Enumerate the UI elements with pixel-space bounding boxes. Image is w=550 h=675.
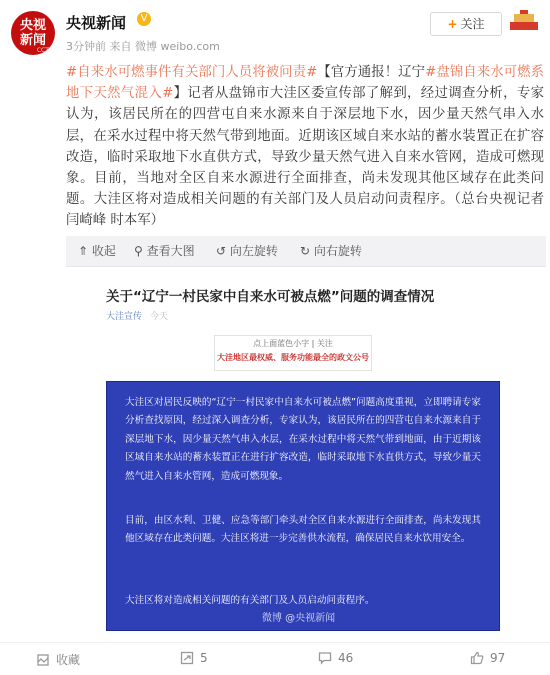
collapse-button[interactable] [78,242,116,259]
notice-box [106,381,500,631]
follow-label: 关注 [460,17,485,31]
repost-count: 5 [200,651,208,665]
follow-button[interactable] [430,12,502,36]
comment-count: 46 [338,651,354,665]
avatar-cctv-mark: CCTV [36,47,53,54]
comment-button[interactable] [318,651,353,665]
post-text [66,62,544,232]
like-count: 97 [490,651,506,665]
action-bar [0,642,550,675]
rotate-left-label: 向左旋转 [229,244,278,258]
avatar[interactable] [11,11,55,55]
topic-tag-accountability[interactable]: #自来水可燃事件有关部门人员将被问责# [66,65,318,80]
comment-icon [318,651,332,665]
rotate-right-label: 向右旋转 [313,244,362,258]
media-toolbar [66,236,546,264]
follow-banner-top: 点上面蓝色小字 | 关注 [253,339,333,348]
doc-source-name: 大洼宣传 [106,312,143,322]
view-large-button[interactable] [134,242,195,259]
magnifier-icon: ⚲ [134,244,147,258]
favorite-button[interactable] [36,651,80,668]
media-viewer [66,236,546,634]
notice-paragraph-3: 大洼区将对造成相关问题的有关部门及人员启动问责程序。 [125,595,375,606]
card-corner-decoration-icon [506,8,542,38]
avatar-logo-text: 央视 新闻 [19,18,46,48]
favorite-icon [36,653,50,667]
repost-button[interactable] [180,651,208,665]
follow-banner-sub: 大洼地区最权威、服务功能最全的政文公号 [217,353,369,362]
notice-paragraph-2: 目前，由区水利、卫健、应急等部门牵头对全区自来水源进行全面排查，尚未发现其他区域存在此类问题。大洼区将进一步完善供水流程，确保居民自来水饮用安全。 [125,515,481,545]
rotate-right-button[interactable] [300,242,362,259]
collapse-label: 收起 [91,244,116,258]
thumbs-up-icon [470,651,484,665]
repost-icon [180,651,194,665]
verified-badge-icon: V [137,12,151,26]
follow-banner [214,335,372,371]
post-meta: 3分钟前 来自 微博 weibo.com [66,40,220,53]
post-body: 】记者从盘锦市大洼区委宣传部了解到，经过调查分析，专家认为，该居民所在的四营屯自来水源来自于深层地下水，因少量天然气串入水层，在采水过程中将天然气带到地面。近期该区域自来水站的蓄水装置正在扩容改造，临时采取地下水直供方式，导致少量天然气进入自来水管网，造成可燃现象。目前，当地对全区自来水源进行全面排查，尚未发现其他区域存在此类问题。大洼区将对造成相关问题的有关部门及人员启动问责程序。（总台央视记者 闫崎峰 时本军） [66,86,544,229]
topic-tag-panjin[interactable]: #盘锦自来水可燃系地下天然气混入# [66,65,544,102]
collapse-icon: ⇑ [78,244,92,258]
doc-source [106,309,168,322]
image-watermark: 微博 @央视新闻 [262,613,336,624]
doc-time: 今天 [150,312,169,322]
post-header [0,0,550,62]
like-button[interactable] [470,651,505,665]
doc-title: 关于“辽宁一村民家中自来水可被点燃”问题的调查情况 [106,289,435,305]
author-name[interactable]: 央视新闻 [66,14,127,32]
view-large-label: 查看大图 [146,244,195,258]
plus-icon: + [447,17,458,31]
rotate-right-icon: ↻ [300,244,314,258]
article-screenshot-image[interactable] [66,266,546,635]
post-prefix: 【官方通报！辽宁 [317,65,426,80]
rotate-left-button[interactable] [216,242,278,259]
notice-paragraph-1: 大洼区对居民反映的“辽宁一村民家中自来水可被点燃”问题高度重视，立即聘请专家分析查找原因，经过深入调查分析，专家认为，该居民所在的四营屯自来水源来自于深层地下水，因少量天然气串入水层，在采水过程中将天然气带到地面，由于近期该区域自来水站的蓄水装置正在进行扩容改造，临时采取地下水直供方式，导致少量天然气进入自来水管网，造成可燃现象。 [125,397,481,482]
rotate-left-icon: ↺ [216,244,230,258]
favorite-label: 收藏 [56,653,81,667]
